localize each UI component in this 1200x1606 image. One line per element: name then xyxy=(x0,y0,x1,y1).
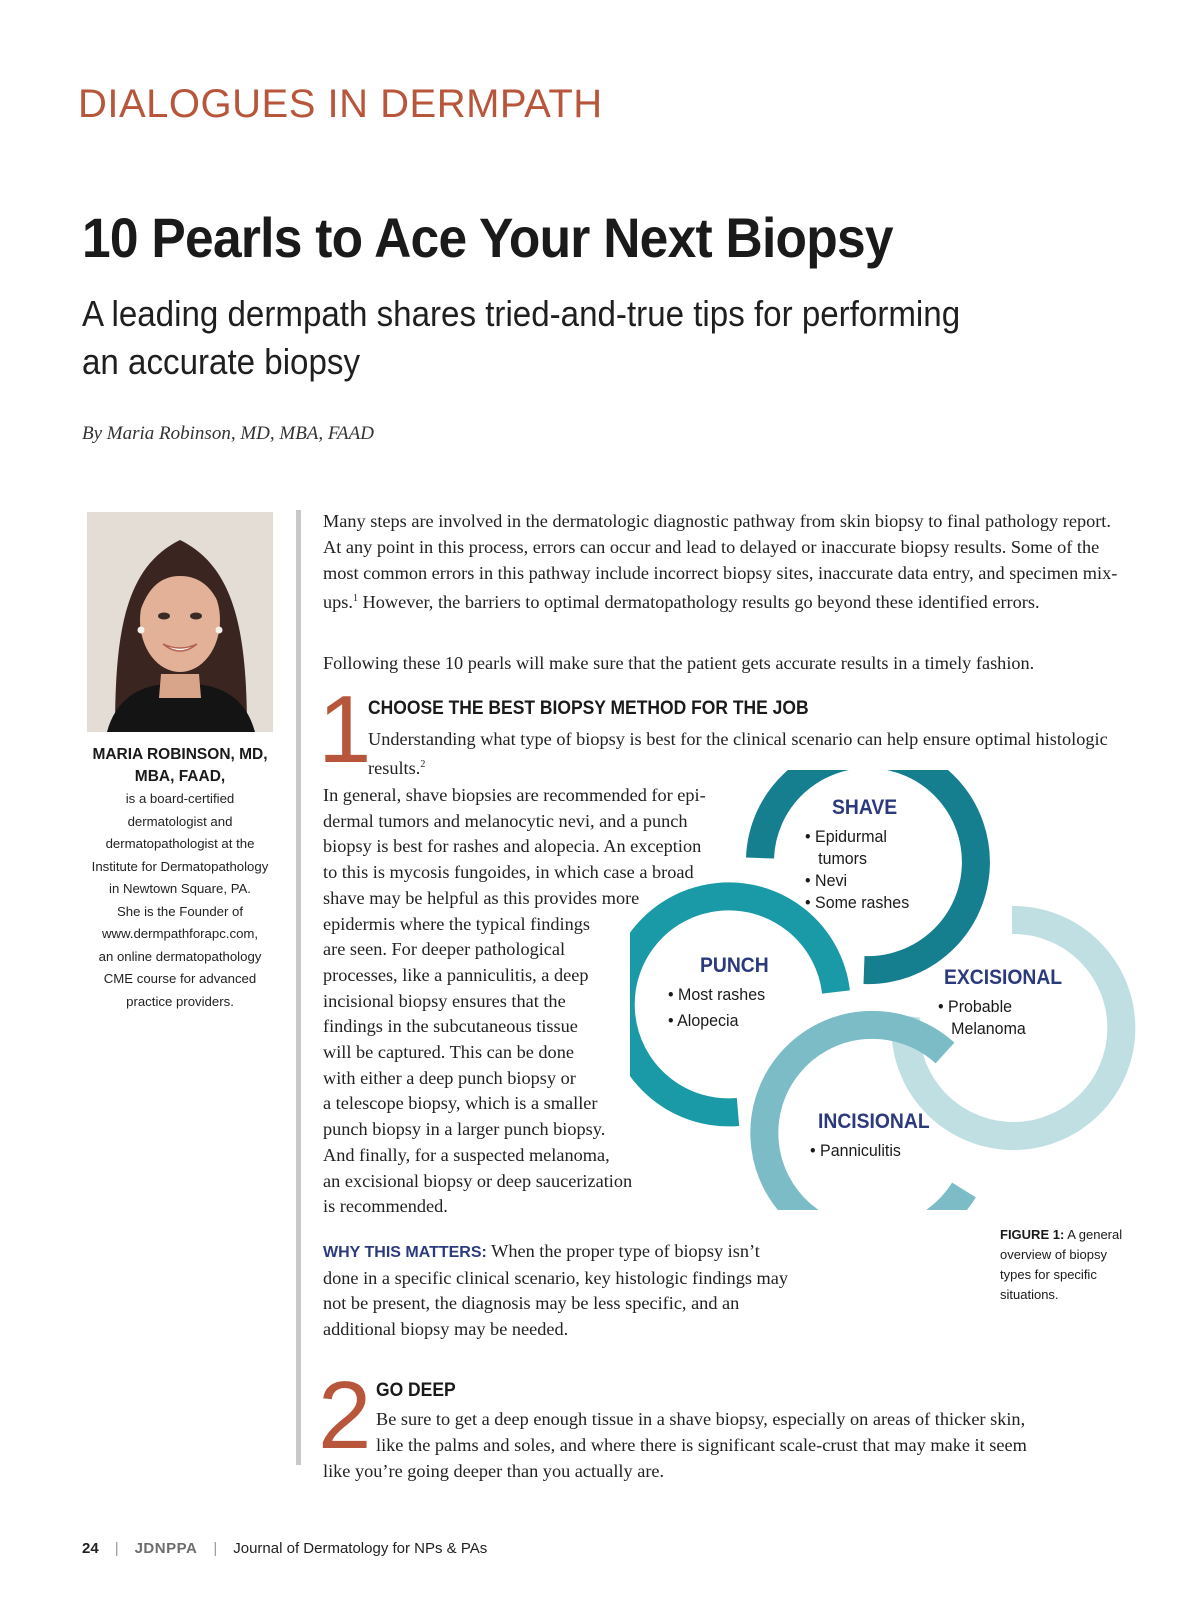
figure-caption xyxy=(1000,1225,1130,1305)
pearl-lead-2-line2: like the palms and soles, and where there is significant scale-crust that may make it seem xyxy=(376,1435,1027,1455)
intro-paragraph xyxy=(323,508,1131,615)
pearl-lead-text: Understanding what type of biopsy is best for the clinical scenario can help ensure optimal histologic results. xyxy=(368,729,1108,779)
author-portrait-icon xyxy=(87,512,273,732)
shave-item: tumors xyxy=(818,849,868,868)
excisional-items xyxy=(938,996,1031,1040)
body-line: dermal tumors and melanocytic nevi, and a punch xyxy=(323,810,688,831)
excisional-title: EXCISIONAL xyxy=(944,966,1063,989)
pearl-number-1: 1 xyxy=(318,676,372,783)
bio-line: Institute for Dermatopathology xyxy=(91,858,269,874)
shave-item: • Nevi xyxy=(805,871,848,890)
pearl-number-2: 2 xyxy=(318,1362,372,1469)
intro-paragraph-2: Following these 10 pearls will make sure that the patient gets accurate results in a timely fashion. xyxy=(323,653,1035,673)
bio-line: in Newtown Square, PA. xyxy=(109,881,251,896)
shave-items xyxy=(805,826,916,914)
why-text: When the proper type of biopsy isn’t done in a specific clinical scenario, key histologic findings may not be present, the diagnosis may be less specific, and an additional biopsy may be needed. xyxy=(323,1241,789,1340)
article-title: 10 Pearls to Ace Your Next Biopsy xyxy=(82,206,893,269)
body-line: is recommended. xyxy=(323,1196,448,1217)
figure-biopsy-types xyxy=(630,770,1150,1210)
page-number: 24 xyxy=(82,1540,99,1557)
bio-line: dermatologist and xyxy=(127,813,233,829)
body-line: to this is mycosis fungoides, in which case a broad xyxy=(323,862,694,883)
punch-title: PUNCH xyxy=(700,954,769,977)
bio-line: practice providers. xyxy=(126,993,234,1009)
body-line: processes, like a panniculitis, a deep xyxy=(323,964,589,985)
column-divider xyxy=(296,510,301,1465)
author-name-line2: MBA, FAAD, xyxy=(134,768,226,785)
author-bio xyxy=(78,744,282,1013)
bio-line: dermatopathologist at the xyxy=(105,836,255,851)
bio-line: an online dermatopathology xyxy=(98,948,262,964)
author-photo xyxy=(87,512,273,732)
bio-line: www.dermpathforapc.com, xyxy=(101,926,259,941)
pearl-heading-2: GO DEEP xyxy=(376,1380,456,1401)
incisional-title: INCISIONAL xyxy=(818,1110,930,1133)
body-line: In general, shave biopsies are recommended for epi- xyxy=(323,785,706,805)
excisional-item: • Probable xyxy=(938,997,1013,1016)
bio-line: She is the Founder of xyxy=(116,903,244,919)
shave-item: • Some rashes xyxy=(805,893,910,912)
incisional-items xyxy=(810,1140,907,1162)
pearl-lead-2-line3: like you’re going deeper than you actually are. xyxy=(323,1461,665,1481)
footer-separator: | xyxy=(213,1540,218,1557)
body-line: incisional biopsy ensures that the xyxy=(323,990,566,1011)
pearl-heading-1: CHOOSE THE BEST BIOPSY METHOD FOR THE JOB xyxy=(368,698,809,719)
why-label: WHY THIS MATTERS: xyxy=(323,1244,487,1261)
author-name-line1: MARIA ROBINSON, MD, xyxy=(92,746,268,763)
bio-line: CME course for advanced xyxy=(103,971,257,986)
incisional-item: • Panniculitis xyxy=(810,1141,901,1160)
footer-separator: | xyxy=(114,1540,119,1557)
body-line: biopsy is best for rashes and alopecia. An exception xyxy=(323,836,702,857)
body-line: findings in the subcutaneous tissue xyxy=(323,1016,578,1037)
body-line: are seen. For deeper pathological xyxy=(323,939,566,960)
body-line: will be captured. This can be done xyxy=(323,1042,574,1063)
label-shave xyxy=(832,796,903,820)
body-line: with either a deep punch biopsy or xyxy=(323,1067,576,1088)
body-line: epidermis where the typical findings xyxy=(323,913,591,934)
punch-items xyxy=(668,982,771,1034)
pearl-lead-2-line1: Be sure to get a deep enough tissue in a shave biopsy, especially on areas of thicker skin, xyxy=(376,1409,1026,1429)
shave-title: SHAVE xyxy=(832,796,898,819)
intro-text: Many steps are involved in the dermatologic diagnostic pathway from skin biopsy to final pathology report. At any point in this process, errors can occur and lead to delayed or inaccurate biopsy results. Some of the most common errors in this pathway include incorrect biopsy sites, inaccurate data entry, and specimen mix-ups. xyxy=(323,511,1118,613)
journal-name: Journal of Dermatology for NPs & PAs xyxy=(233,1540,488,1557)
body-line: shave may be helpful as this provides more xyxy=(323,887,640,908)
body-line: a telescope biopsy, which is a smaller xyxy=(323,1093,598,1114)
page-footer xyxy=(82,1540,487,1557)
journal-abbreviation: JDNPPA xyxy=(134,1540,198,1557)
caption-label: FIGURE 1: xyxy=(1000,1227,1065,1242)
label-excisional xyxy=(944,966,1072,990)
body-line: an excisional biopsy or deep saucerization xyxy=(323,1170,633,1191)
intro-text-end: However, the barriers to optimal dermatopathology results go beyond these identified errors. xyxy=(357,592,1040,613)
label-punch xyxy=(700,954,775,978)
bio-line: is a board-certified xyxy=(125,791,235,806)
byline: By Maria Robinson, MD, MBA, FAAD xyxy=(82,423,374,444)
punch-item: • Most rashes xyxy=(668,985,766,1004)
article-subtitle: A leading dermpath shares tried-and-true tips for performing an accurate biopsy xyxy=(82,293,961,382)
section-label: DIALOGUES IN DERMPATH xyxy=(78,82,603,126)
footnote-ref: 1 xyxy=(352,593,358,604)
shave-item: • Epidurmal xyxy=(805,827,887,846)
why-this-matters xyxy=(323,1239,793,1343)
body-line: And finally, for a suspected melanoma, xyxy=(323,1144,610,1165)
excisional-item: Melanoma xyxy=(951,1019,1026,1038)
body-line: punch biopsy in a larger punch biopsy. xyxy=(323,1119,606,1140)
footnote-ref: 2 xyxy=(420,759,426,770)
label-incisional xyxy=(818,1110,939,1134)
punch-item: • Alopecia xyxy=(668,1011,739,1030)
caption-text: A general overview of biopsy types for specific situations. xyxy=(1000,1227,1123,1302)
